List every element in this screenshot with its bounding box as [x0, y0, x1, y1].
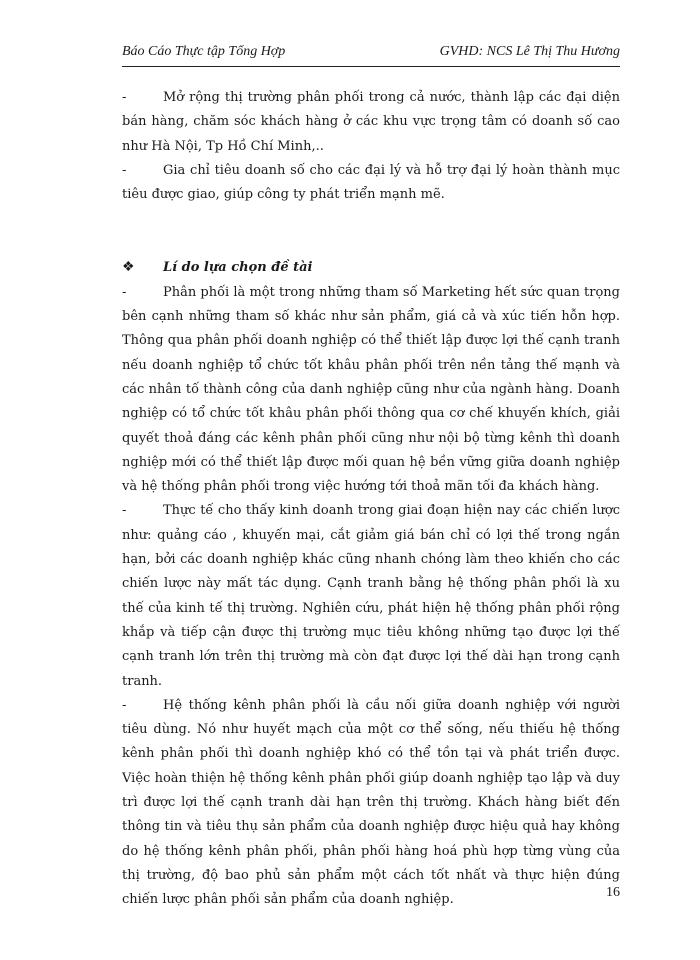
body-paragraph: - Thực tế cho thấy kinh doanh trong giai đoạn hiện nay các chiến lược như: quảng cáo , khuyến mại, cắt giảm giá bán chỉ có lợi thế trong ngắn hạn, bởi các doanh nghiệp khác cũng nhanh chóng làm theo khiến cho các chiến lược này mất tác dụng. Cạnh tranh bằng hệ thống phân phối là xu thế của kinh tế thị trường. Nghiên cứu, phát hiện hệ thống phân phối rộng khắp và tiếp cận được thị trường mục tiêu không những tạo được lợi thế cạnh tranh lớn trên thị trường mà còn đạt được lợi thế dài hạn trong cạnh tranh.: [122, 499, 620, 693]
dash-bullet: -: [122, 90, 127, 105]
page-header: [122, 42, 620, 67]
intro-paragraph: - Mở rộng thị trường phân phối trong cả nước, thành lập các đại diện bán hàng, chăm sóc khách hàng ở các khu vực trọng tâm có doanh số cao như Hà Nội, Tp Hồ Chí Minh,..: [122, 86, 620, 159]
dash-bullet: -: [122, 697, 127, 713]
intro-paragraph: - Gia chỉ tiêu doanh số cho các đại lý và hỗ trợ đại lý hoàn thành mục tiêu được giao, giúp công ty phát triển mạnh mẽ.: [122, 159, 620, 208]
section-title: Lí do lựa chọn đề tài: [163, 260, 313, 276]
section-heading: [122, 255, 620, 280]
dash-bullet: -: [122, 284, 127, 300]
dash-bullet: -: [122, 162, 127, 178]
body-paragraph: - Phân phối là một trong những tham số Marketing hết sức quan trọng bên cạnh những tham số khác như sản phẩm, giá cả và xúc tiến hỗn hợp. Thông qua phân phối doanh nghiệp có thể thiết lập được lợi thế cạnh tranh nếu doanh nghiệp tổ chức tốt khâu phân phối trên nền tảng thế mạnh và các nhân tố thành công của danh nghiệp cũng như của ngành hàng. Doanh nghiệp có tổ chức tốt khâu phân phối thông qua cơ chế khuyến khích, giải quyết thoả đáng các kênh phân phối cũng như nội bộ từng kênh thì doanh nghiệp mới có thể thiết lập được mối quan hệ bền vững giữa doanh nghiệp và hệ thống phân phối trong việc hướng tới thoả mãn tối đa khách hàng.: [122, 281, 620, 500]
dash-bullet: -: [122, 503, 127, 519]
diamond-bullet-icon: ❖: [122, 259, 135, 276]
header-report-title: Báo Cáo Thực tập Tổng Hợp: [122, 44, 286, 59]
page-number: 16: [606, 885, 620, 900]
body-paragraph: - Hệ thống kênh phân phối là cầu nối giữa doanh nghiệp với người tiêu dùng. Nó như huyết mạch của một cơ thể sống, nếu thiếu hệ thống kênh phân phối thì doanh nghiệp khó có thể tồn tại và phát triển được. Việc hoàn thiện hệ thống kênh phân phối giúp doanh nghiệp tạo lập và duy trì được lợi thế cạnh tranh dài hạn trên thị trường. Khách hàng biết đến thông tin và tiêu thụ sản phẩm của doanh nghiệp được hiệu quả hay không do hệ thống kênh phân phối, phân phối hàng hoá phù hợp từng vùng của thị trường, độ bao phủ sản phẩm một cách tốt nhất và thực hiện đúng chiến lược phân phối sản phẩm của doanh nghiệp.: [122, 694, 620, 913]
spacer: [122, 207, 620, 255]
header-supervisor: GVHD: NCS Lê Thị Thu Hương: [439, 44, 620, 59]
page-body: [122, 86, 620, 913]
